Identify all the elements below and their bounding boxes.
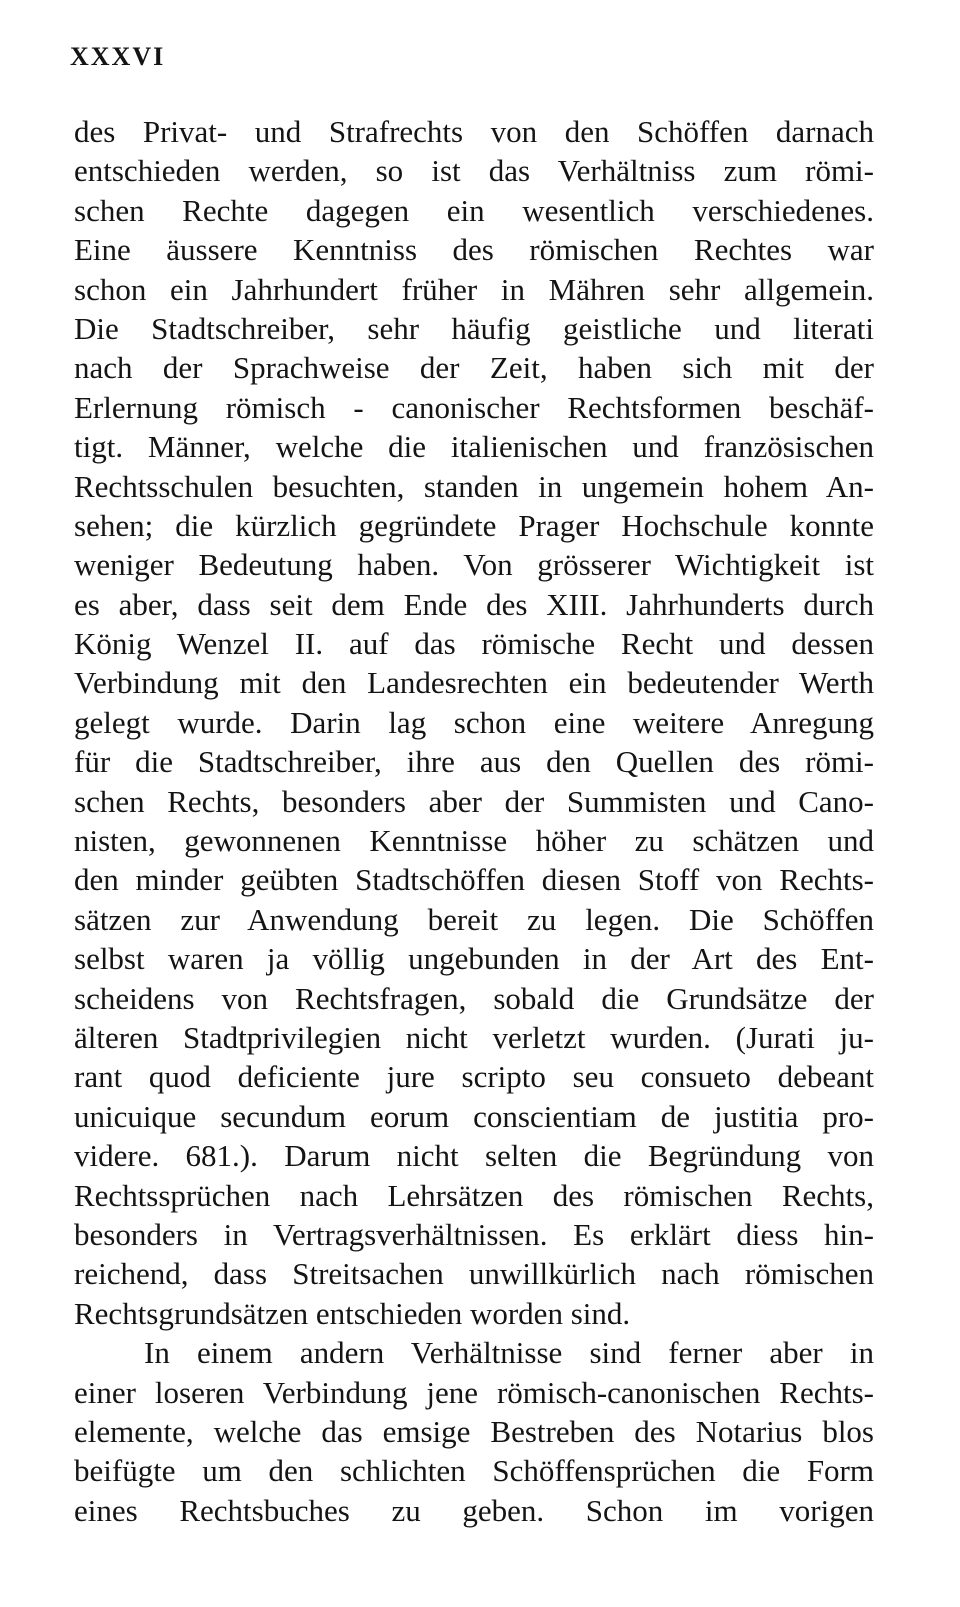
- text-line: tigt. Männer, welche die italienischen und französischen: [74, 429, 874, 465]
- text-line: beifügte um den schlichten Schöffensprüchen die Form: [74, 1453, 874, 1489]
- text-line: sätzen zur Anwendung bereit zu legen. Die Schöffen: [74, 901, 874, 937]
- text-line: den minder geübten Stadtschöffen diesen Stoff von Rechts-: [74, 862, 874, 898]
- page-number: XXXVI: [70, 42, 166, 71]
- text-line: eines Rechtsbuches zu geben. Schon im vorigen: [74, 1492, 874, 1528]
- text-line: unicuique secundum eorum conscientiam de justitia pro-: [74, 1098, 874, 1134]
- text-line: schon ein Jahrhundert früher in Mähren sehr allgemein.: [74, 271, 874, 307]
- text-line: entschieden werden, so ist das Verhältniss zum römi-: [74, 153, 874, 189]
- text-line: schen Rechte dagegen ein wesentlich verschiedenes.: [74, 192, 874, 228]
- text-line: rant quod deficiente jure scripto seu consueto debeant: [74, 1059, 874, 1095]
- text-line: nach der Sprachweise der Zeit, haben sich mit der: [74, 350, 874, 386]
- text-line: elemente, welche das emsige Bestreben des Notarius blos: [74, 1413, 874, 1449]
- text-line: einer loseren Verbindung jene römisch-canonischen Rechts-: [74, 1374, 874, 1410]
- body-text: [74, 112, 874, 1530]
- text-line: In einem andern Verhältnisse sind ferner aber in: [144, 1335, 874, 1371]
- text-line: videre. 681.). Darum nicht selten die Begründung von: [74, 1138, 874, 1174]
- text-line: sehen; die kürzlich gegründete Prager Hochschule konnte: [74, 507, 874, 543]
- text-line: selbst waren ja völlig ungebunden in der Art des Ent-: [74, 941, 874, 977]
- text-line: Erlernung römisch - canonischer Rechtsformen beschäf-: [74, 389, 874, 425]
- text-line: Verbindung mit den Landesrechten ein bedeutender Werth: [74, 665, 874, 701]
- text-line: des Privat- und Strafrechts von den Schöffen darnach: [74, 114, 874, 149]
- text-line: älteren Stadtprivilegien nicht verletzt wurden. (Jurati ju-: [74, 1019, 874, 1055]
- text-line: für die Stadtschreiber, ihre aus den Quellen des römi-: [74, 744, 874, 780]
- text-line: König Wenzel II. auf das römische Recht und dessen: [74, 626, 874, 662]
- text-line: Die Stadtschreiber, sehr häufig geistliche und literati: [74, 310, 874, 346]
- text-line: scheidens von Rechtsfragen, sobald die Grundsätze der: [74, 980, 874, 1016]
- text-line: Rechtsgrundsätzen entschieden worden sind.: [74, 1295, 631, 1331]
- text-line: es aber, dass seit dem Ende des XIII. Jahrhunderts durch: [74, 586, 874, 622]
- text-line: weniger Bedeutung haben. Von grösserer Wichtigkeit ist: [74, 547, 874, 583]
- text-line: nisten, gewonnenen Kenntnisse höher zu schätzen und: [74, 823, 874, 859]
- text-line: gelegt wurde. Darin lag schon eine weitere Anregung: [74, 704, 874, 740]
- text-line: besonders in Vertragsverhältnissen. Es erklärt diess hin-: [74, 1216, 874, 1252]
- text-line: reichend, dass Streitsachen unwillkürlich nach römischen: [74, 1256, 874, 1292]
- text-line: Eine äussere Kenntniss des römischen Rechtes war: [74, 232, 874, 268]
- text-line: schen Rechts, besonders aber der Summisten und Cano-: [74, 783, 874, 819]
- text-line: Rechtssprüchen nach Lehrsätzen des römischen Rechts,: [74, 1177, 874, 1213]
- text-line: Rechtsschulen besuchten, standen in ungemein hohem An-: [74, 468, 874, 504]
